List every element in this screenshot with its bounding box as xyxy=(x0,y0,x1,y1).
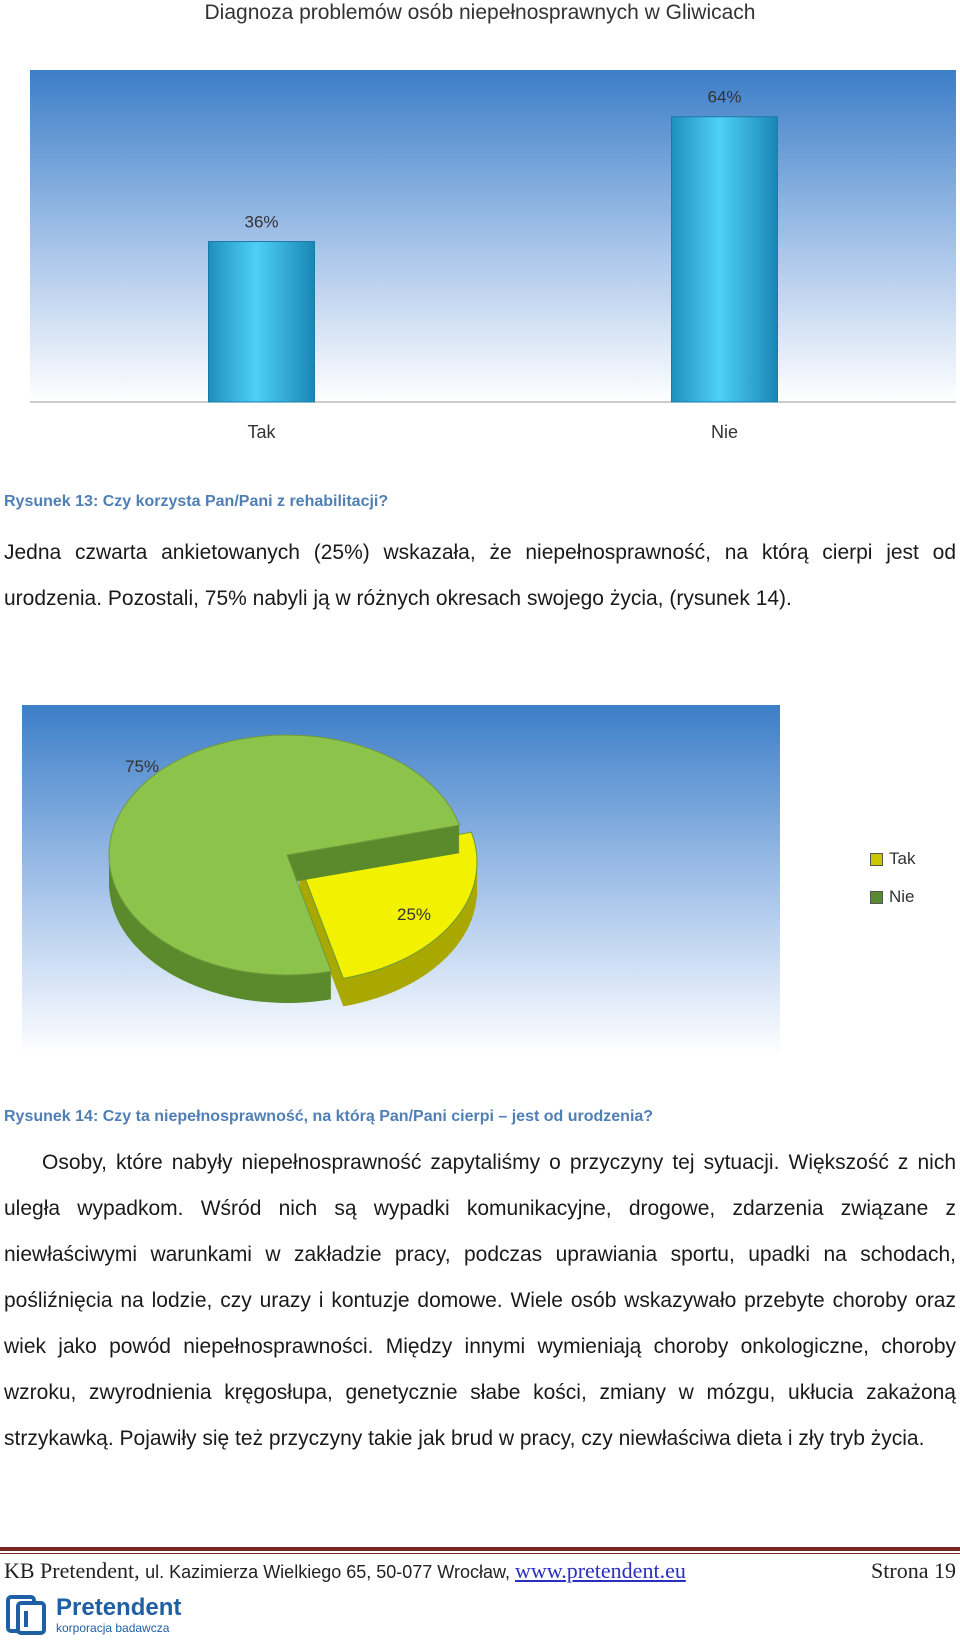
footer-company: KB Pretendent, xyxy=(4,1558,146,1583)
figure-14-caption: Rysunek 14: Czy ta niepełnosprawność, na którą Pan/Pani cierpi – jest od urodzenia? xyxy=(4,1108,654,1125)
bar-category-label-nie: Nie xyxy=(710,422,739,442)
paragraph-causes: Osoby, które nabyły niepełnosprawność zapytaliśmy o przyczyny tej sytuacji. Większość z nich uległa wypadkom. Wśród nich są wypadki komunikacyjne, drogowe, zdarzenia związane z niewłaściwymi warunkami w zakładzie pracy, podczas uprawiania sportu, upadki na schodach, pośliźnięcia na lodzie, czy urazy i kontuzje domowe. Wiele osób wskazywało przebyte choroby oraz wiek jako powód niepełnosprawności. Między innymi wymieniają choroby onkologiczne, choroby wzroku, zwyrodnienia kręgosłupa, genetycznie słabe kości, zmiany w mózgu, ukłucia zakażoną strzykawką. Pojawiły się też przyczyny takie jak brud w pracy, czy niewłaściwa dieta i zły tryb życia. xyxy=(4,1151,956,1450)
figure-13-caption: Rysunek 13: Czy korzysta Pan/Pani z rehabilitacji? xyxy=(4,493,389,510)
paragraph-birth-disability: Jedna czwarta ankietowanych (25%) wskazała, że niepełnosprawność, na którą cierpi jest od urodzenia. Pozostali, 75% nabyli ją w różnych okresach swojego życia, (rysunek 14). xyxy=(4,541,956,610)
legend-swatch-tak xyxy=(870,853,883,866)
bar-value-label-nie: 64% xyxy=(707,87,742,107)
footer-rule-thin xyxy=(0,1553,960,1554)
footer xyxy=(4,1558,956,1588)
pie-chart-disability-from-birth xyxy=(22,705,780,1055)
legend-label-tak: Tak xyxy=(889,849,916,868)
legend-item-tak xyxy=(870,840,915,878)
legend-item-nie xyxy=(870,878,915,916)
legend-label-nie: Nie xyxy=(889,887,915,906)
footer-page-number: Strona 19 xyxy=(871,1558,956,1583)
bar-category-label-tak: Tak xyxy=(247,422,276,442)
logo-name: Pretendent xyxy=(56,1594,182,1621)
pie-value-label-tak: 25% xyxy=(397,904,432,924)
bar-tak xyxy=(209,242,315,402)
logo-tagline: korporacja badawcza xyxy=(56,1621,170,1635)
pie-legend xyxy=(870,840,915,916)
pretendent-logo xyxy=(4,1592,181,1638)
bar-nie xyxy=(672,117,778,402)
pie-value-label-nie: 75% xyxy=(124,757,160,777)
footer-address: ul. Kazimierza Wielkiego 65, 50-077 Wrocław, xyxy=(145,1562,515,1582)
footer-website-link[interactable]: www.pretendent.eu xyxy=(514,1558,686,1583)
bar-chart-rehabilitation xyxy=(30,70,956,470)
legend-swatch-nie xyxy=(870,891,883,904)
bar-value-label-tak: 36% xyxy=(244,212,279,232)
pretendent-logo-icon xyxy=(4,1593,48,1637)
bar-chart-background xyxy=(30,70,956,402)
page-header-title: Diagnoza problemów osób niepełnosprawnych w Gliwicach xyxy=(204,1,756,24)
footer-rule xyxy=(0,1547,960,1551)
